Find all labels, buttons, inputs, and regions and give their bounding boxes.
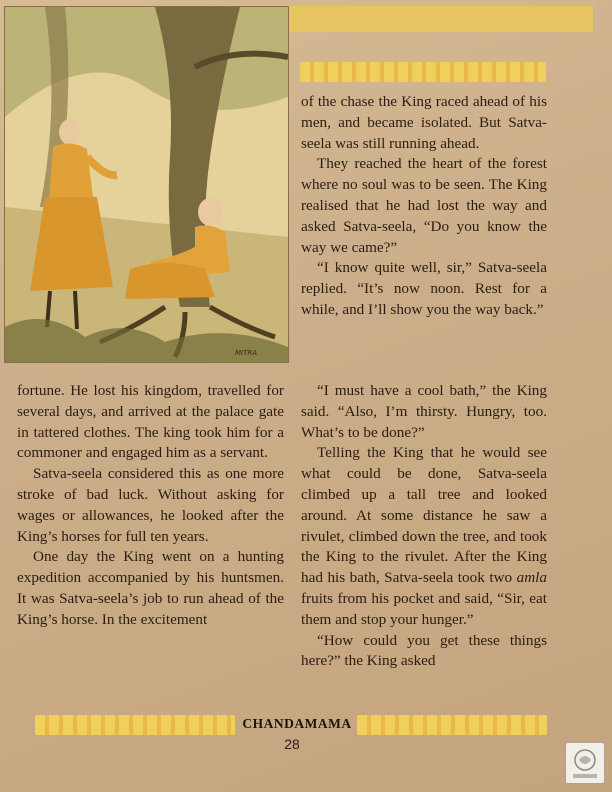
paragraph: of the chase the King raced ahead of his men, and became isolated. But Satva-seela was still running ahead. <box>301 93 547 152</box>
paragraph: Satva-seela considered this as one more stroke of bad luck. Without asking for wages or allowances, he looked after the King’s horses for full ten years. <box>17 465 284 545</box>
magazine-name: CHANDAMAMA <box>242 716 352 731</box>
italic-word: amla <box>516 569 547 587</box>
paragraph: “I know quite well, sir,” Satva-seela replied. “It’s now noon. Rest for a while, and I’ll show you the way back.” <box>301 259 547 318</box>
library-stamp-icon <box>565 742 605 784</box>
top-yellow-band <box>287 6 593 32</box>
text-column-right-bottom <box>301 381 547 672</box>
paragraph: fortune. He lost his kingdom, travelled for several days, and arrived at the palace gate in tattered clothes. The king took him for a commoner and engaged him as a servant. <box>17 382 284 462</box>
paragraph <box>301 443 547 630</box>
stamp-drawing <box>566 743 604 783</box>
paragraph-text: fruits from his pocket and said, “Sir, eat them and stop your hunger.” <box>301 589 547 628</box>
paragraph: “I must have a cool bath,” the King said. “Also, I’m thirsty. Hungry, too. What’s to be done?” <box>301 382 547 441</box>
paragraph: One day the King went on a hunting expedition accompanied by his huntsmen. It was Satva-seela’s job to run ahead of the King’s horse. In the excitement <box>17 548 284 628</box>
paragraph: They reached the heart of the forest where no soul was to be seen. The King realised that he had lost the way and asked Satva-seela, “Do you know the way we came?” <box>301 155 547 256</box>
decorative-strip-footer-left <box>35 715 235 735</box>
text-column-left <box>17 381 284 631</box>
page-number: 28 <box>284 736 300 752</box>
paragraph-text: Telling the King that he would see what could be done, Satva-seela climbed up a tall tree and looked around. At some distance he saw a rivulet, climbed down the tree, and took the King to the rivulet. After the King had his bath, Satva-seela took two <box>301 444 547 587</box>
artist-signature: MITRA <box>235 349 258 357</box>
paragraph: “How could you get these things here?” the King asked <box>301 631 547 670</box>
illustration-drawing <box>5 7 288 362</box>
story-illustration <box>4 6 289 363</box>
decorative-strip-top <box>300 62 546 82</box>
decorative-strip-footer-right <box>357 715 547 735</box>
text-column-right-top <box>301 92 547 321</box>
